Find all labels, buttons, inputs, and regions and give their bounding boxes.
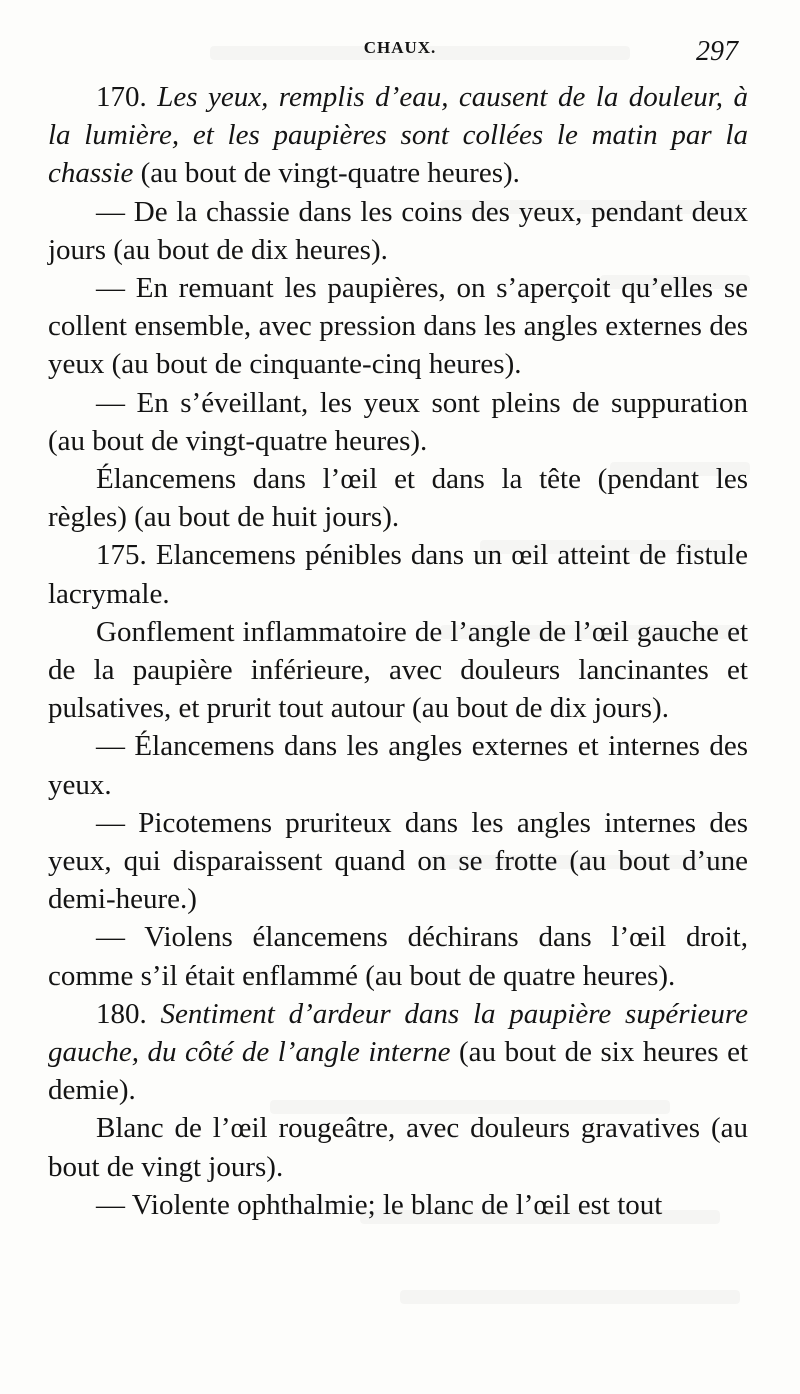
paragraph — [48, 384, 748, 460]
paragraph-text: — De la chassie dans les coins des yeux, pendant deux jours (au bout de dix heures). — [48, 195, 748, 266]
paragraph — [48, 727, 748, 803]
page-number: 297 — [696, 36, 738, 67]
paragraph — [48, 804, 748, 919]
italic-text: Sentiment d’ardeur dans la paupière supérieure gauche, du côté de l’angle interne — [48, 997, 748, 1069]
page-body — [48, 78, 748, 1224]
paragraph — [48, 269, 748, 384]
paragraph — [48, 193, 748, 269]
paragraph-text: — Violens élancemens déchirans dans l’œil droit, comme s’il était enflammé (au bout de quatre heures). — [48, 921, 748, 992]
paragraph-text: — Élancemens dans les angles externes et internes des yeux. — [48, 730, 748, 801]
running-head: CHAUX. — [363, 38, 437, 57]
paragraph-number: 170. — [96, 81, 147, 113]
paragraph-text: (au bout de six heures et demie). — [48, 1036, 748, 1107]
italic-text: Les yeux, remplis d’eau, causent de la douleur, à la lumière, et les paupières sont collées le matin par la chassie — [48, 81, 749, 190]
paragraph-text: Elancemens pénibles dans un œil atteint de fistule lacrymale. — [48, 539, 748, 610]
paragraph-text: — Violente ophthalmie; le blanc de l’œil est tout — [96, 1188, 663, 1221]
paragraph-text: — En s’éveillant, les yeux sont pleins de suppuration (au bout de vingt-quatre heures). — [48, 386, 748, 457]
paragraph — [48, 613, 748, 728]
paragraph-text: Blanc de l’œil rougeâtre, avec douleurs gravatives (au bout de vingt jours). — [48, 1112, 748, 1183]
page-header — [0, 36, 800, 70]
paragraph-text: — Picotemens pruriteux dans les angles internes des yeux, qui disparaissent quand on se frotte (au bout d’une demi-heure.) — [48, 806, 748, 916]
paragraph-text: (au bout de vingt-quatre heures). — [133, 157, 520, 190]
paragraph — [48, 460, 748, 536]
paragraph — [48, 995, 748, 1110]
paragraph — [48, 1186, 748, 1224]
paragraph-number: 175. — [96, 539, 147, 572]
paragraph — [48, 1109, 748, 1185]
paragraph-number: 180. — [96, 997, 147, 1030]
paragraph — [48, 536, 748, 612]
paragraph-text: — En remuant les paupières, on s’aperçoit qu’elles se collent ensemble, avec pression dans les angles externes des yeux (au bout de cinquante-cinq heures). — [48, 272, 748, 381]
paragraph-text: Élancemens dans l’œil et dans la tête (pendant les règles) (au bout de huit jours). — [48, 463, 748, 534]
paragraph-text: Gonflement inflammatoire de l’angle de l’œil gauche et de la paupière inférieure, avec douleurs lancinantes et pulsatives, et prurit tout autour (au bout de dix jours). — [48, 615, 748, 725]
paragraph — [48, 918, 748, 994]
paragraph — [48, 78, 748, 193]
